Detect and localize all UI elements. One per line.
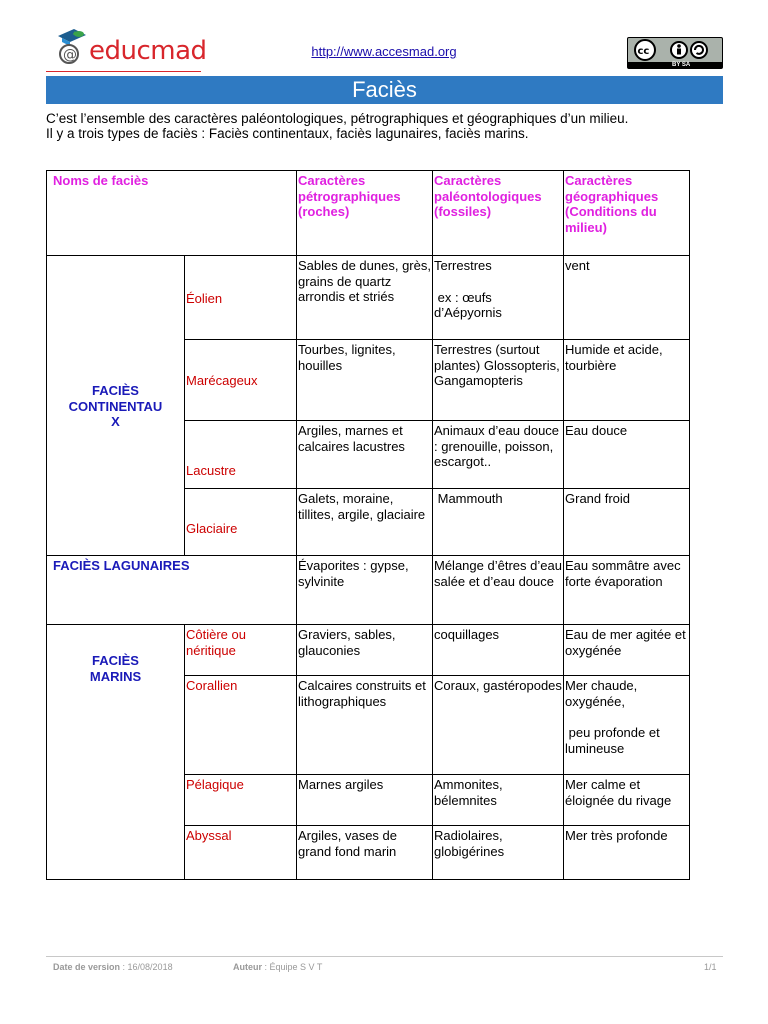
group-continental-label: FACIÈS CONTINENTAU X [68, 383, 163, 430]
header-petro: Caractères pétrographiques (roches) [297, 171, 433, 256]
facies-table [46, 170, 690, 880]
geo-cell: Eau douce [564, 421, 690, 489]
facies-name: Pélagique [185, 775, 297, 826]
petro-cell: Galets, moraine, tillites, argile, glaciaire [297, 489, 433, 556]
paleo-cell: Terrestres (surtout plantes) Glossopteris, Gangamopteris [433, 340, 564, 421]
facies-name: Glaciaire [185, 489, 297, 556]
paleo-cell [433, 256, 564, 340]
facies-name: Lacustre [185, 421, 297, 489]
intro-line-2: Il y a trois types de faciès : Faciès continentaux, faciès lagunaires, faciès marins. [46, 126, 529, 141]
geo-line: peu profonde et lumineuse [565, 725, 664, 756]
group-lagunaire: FACIÈS LAGUNAIRES [47, 556, 297, 625]
license-label: BY SA [672, 62, 691, 68]
geo-cell [564, 676, 690, 775]
footer-date [53, 962, 173, 972]
cc-badge-bottom [628, 62, 723, 69]
footer-page-number: 1/1 [704, 962, 717, 972]
table-row [47, 625, 690, 676]
table-header-row [47, 171, 690, 256]
geo-cell: Eau sommâtre avec forte évaporation [564, 556, 690, 625]
table-row [47, 556, 690, 625]
facies-name: Abyssal [185, 826, 297, 880]
geo-cell: Humide et acide, tourbière [564, 340, 690, 421]
table-row [47, 256, 690, 340]
svg-text:@: @ [63, 47, 77, 63]
geo-line: Mer chaude, oxygénée, [565, 678, 638, 709]
group-continental [47, 256, 185, 556]
page-header [0, 0, 768, 76]
footer-date-label: Date de version [53, 962, 121, 972]
petro-cell: Graviers, sables, glauconies [297, 625, 433, 676]
petro-cell: Marnes argiles [297, 775, 433, 826]
footer-author-label: Auteur [233, 962, 262, 972]
geo-cell: Mer très profonde [564, 826, 690, 880]
facies-name: Côtière ou néritique [185, 625, 297, 676]
footer-divider [46, 956, 723, 957]
accesmad-link[interactable]: http://www.accesmad.org [311, 44, 457, 59]
footer-date-value: : 16/08/2018 [120, 962, 173, 972]
group-marin-label: FACIÈS MARINS [89, 653, 142, 684]
group-marin [47, 625, 185, 880]
paleo-cell: Mammouth [433, 489, 564, 556]
geo-cell: Grand froid [564, 489, 690, 556]
paleo-cell: Radiolaires, globigérines [433, 826, 564, 880]
paleo-cell: Coraux, gastéropodes [433, 676, 564, 775]
paleo-cell: coquillages [433, 625, 564, 676]
paleo-line: ex : œufs d’Aépyornis [434, 289, 502, 320]
header-names: Noms de faciès [47, 171, 297, 256]
paleo-line: Terrestres [434, 258, 492, 273]
geo-cell: Mer calme et éloignée du rivage [564, 775, 690, 826]
geo-cell: vent [564, 256, 690, 340]
petro-cell: Sables de dunes, grès, grains de quartz arrondis et striés [297, 256, 433, 340]
facies-name: Marécageux [185, 340, 297, 421]
intro-text [46, 111, 726, 141]
petro-cell: Tourbes, lignites, houilles [297, 340, 433, 421]
paleo-cell: Ammonites, bélemnites [433, 775, 564, 826]
petro-cell: Calcaires construits et lithographiques [297, 676, 433, 775]
geo-cell: Eau de mer agitée et oxygénée [564, 625, 690, 676]
header-geo: Caractères géographiques (Conditions du milieu) [564, 171, 690, 256]
petro-cell: Évaporites : gypse, sylvinite [297, 556, 433, 625]
cc-badge-top [628, 38, 723, 62]
logo-text: educmad [89, 36, 207, 66]
facies-name: Éolien [185, 256, 297, 340]
page-title: Faciès [46, 76, 723, 104]
footer-author [233, 962, 322, 972]
cc-icons [628, 38, 723, 62]
header-divider [46, 71, 201, 72]
petro-cell: Argiles, vases de grand fond marin [297, 826, 433, 880]
creative-commons-badge[interactable] [627, 37, 723, 69]
header-paleo: Caractères paléontologiques (fossiles) [433, 171, 564, 256]
paleo-cell: Animaux d’eau douce : grenouille, poisson, escargot.. [433, 421, 564, 489]
footer-author-value: : Équipe S V T [262, 962, 323, 972]
facies-name: Corallien [185, 676, 297, 775]
petro-cell: Argiles, marnes et calcaires lacustres [297, 421, 433, 489]
paleo-cell: Mélange d’êtres d’eau salée et d’eau douce [433, 556, 564, 625]
intro-line-1: C’est l’ensemble des caractères paléontologiques, pétrographiques et géographiques d’un milieu. [46, 111, 629, 126]
svg-text:cc: cc [637, 46, 650, 57]
